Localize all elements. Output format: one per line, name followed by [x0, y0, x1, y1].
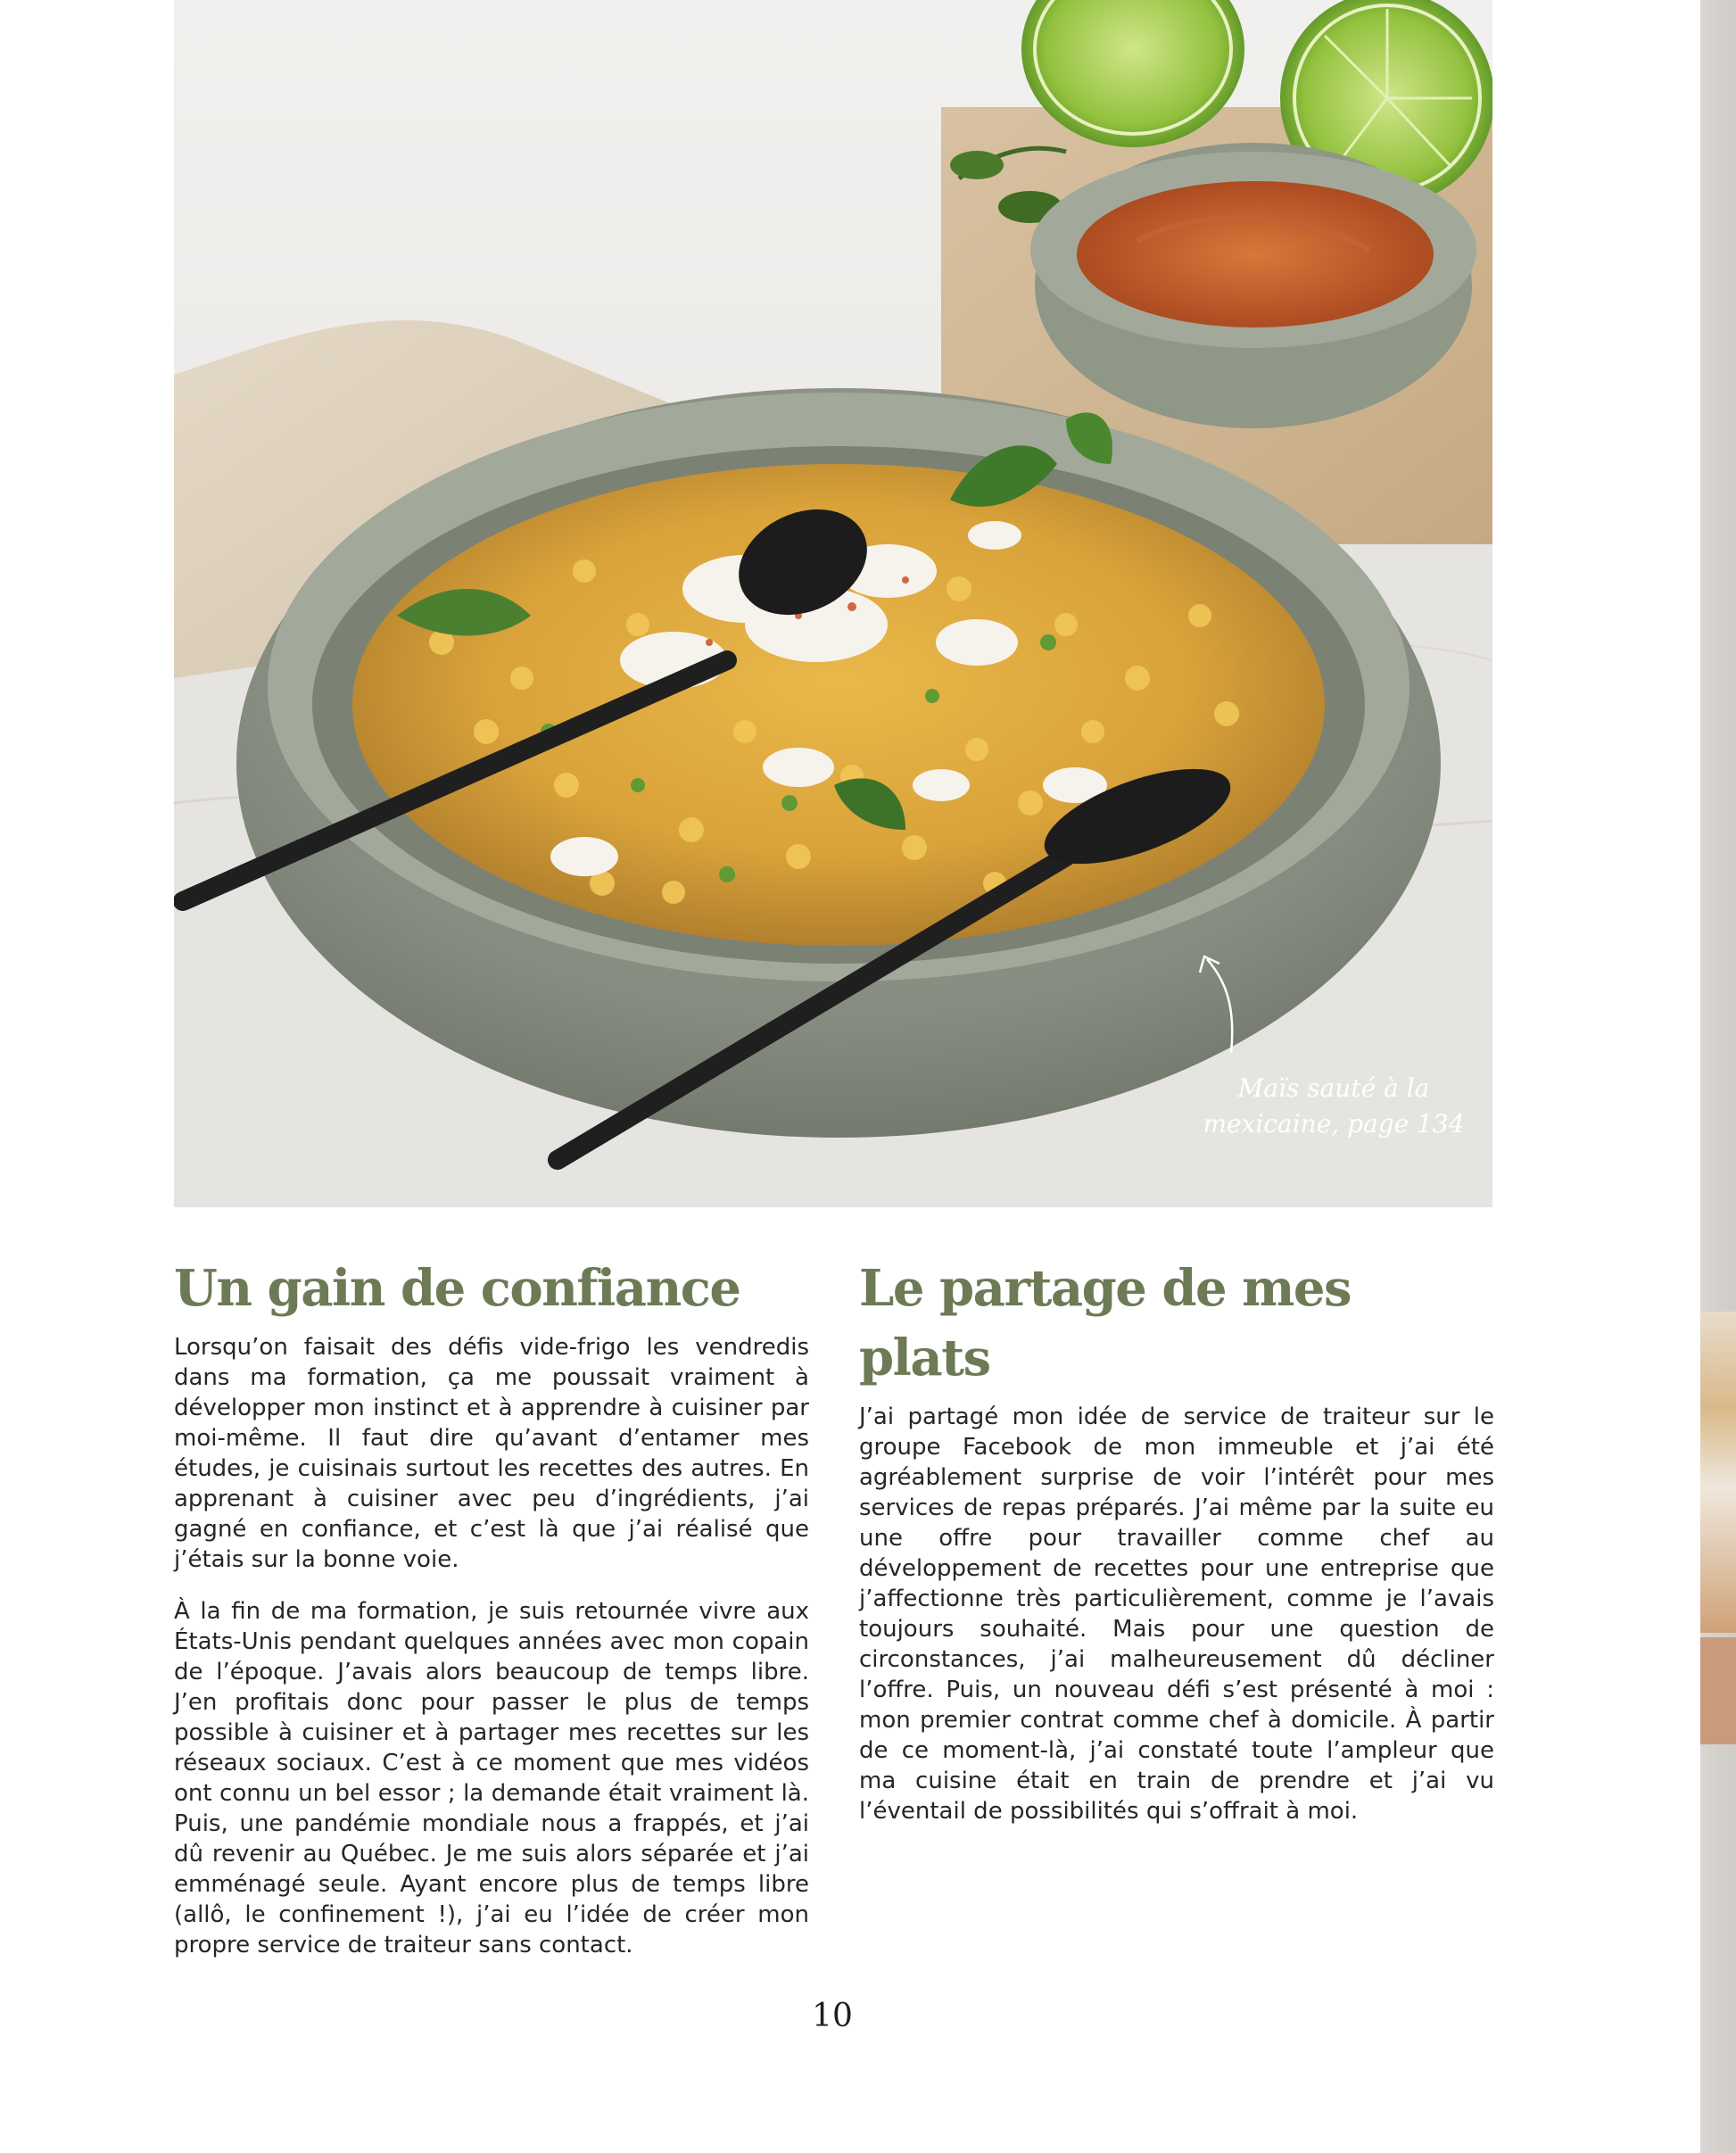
right-column [859, 1254, 1494, 1848]
corn-salad-illustration [174, 0, 1492, 1207]
section-heading-confidence: Un gain de confiance [174, 1259, 740, 1318]
adjacent-page-hand-image [1700, 1637, 1736, 1744]
paragraph: J’ai partagé mon idée de service de traiteur sur le groupe Facebook de mon immeuble et j’ai été agréablement surprise de voir l’intérêt pour mes services de repas préparés. J’ai même par la suite eu une offre pour travailler comme chef au développement de recettes pour une entreprise que j’affectionne très particulièrement, comme je l’avais toujours souhaité. Mais pour une question de circonstances, j’ai malheureusement dû décliner l’offre. Puis, un nouveau défi s’est présenté à moi : mon premier contrat comme chef à domicile. À partir de ce moment-là, j’ai constaté toute l’ampleur que ma cuisine était en train de prendre et j’ai vu l’éventail de possibilités qui s’offrait à moi. [859, 1404, 1494, 1825]
paragraph: À la fin de ma formation, je suis retournée vivre aux États-Unis pendant quelques années avec mon copain de l’époque. J’avais alors beaucoup de temps libre. J’en profitais donc pour passer le plus de temps possible à cuisiner et à partager mes recettes sur les réseaux sociaux. C’est à ce moment que mes vidéos ont connu un bel essor ; la demande était vraiment là. Puis, une pandémie mondiale nous a frappés, et j’ai dû revenir au Québec. Je me suis alors séparée et j’ai emménagé seule. Ayant encore plus de temps libre (allô, le confinement !), j’ai eu l’idée de créer mon propre service de traiteur sans contact. [174, 1598, 809, 1958]
adjacent-page-edge [1700, 0, 1736, 2153]
section-heading-sharing: Le partage de mes plats [859, 1259, 1352, 1387]
hero-photo [174, 0, 1492, 1207]
spice-mix [1077, 181, 1434, 327]
page-number: 10 [812, 1998, 853, 2034]
caption-line-1: Maïs sauté à la [1237, 1073, 1430, 1103]
photo-caption [1200, 1071, 1467, 1142]
left-column [174, 1254, 809, 1982]
adjacent-page-food-image [1700, 1312, 1736, 1633]
paragraph: Lorsqu’on faisait des défis vide-frigo les vendredis dans ma formation, ça me poussait vraiment à développer mon instinct et à apprendre à cuisiner par moi-même. Il faut dire qu’avant d’entamer mes études, je cuisinais surtout les recettes des autres. En apprenant à cuisiner avec peu d’ingrédients, j’ai gagné en confiance, et c’est là que j’ai réalisé que j’étais sur la bonne voie. [174, 1334, 809, 1573]
caption-line-2: mexicaine, page 134 [1203, 1109, 1465, 1139]
